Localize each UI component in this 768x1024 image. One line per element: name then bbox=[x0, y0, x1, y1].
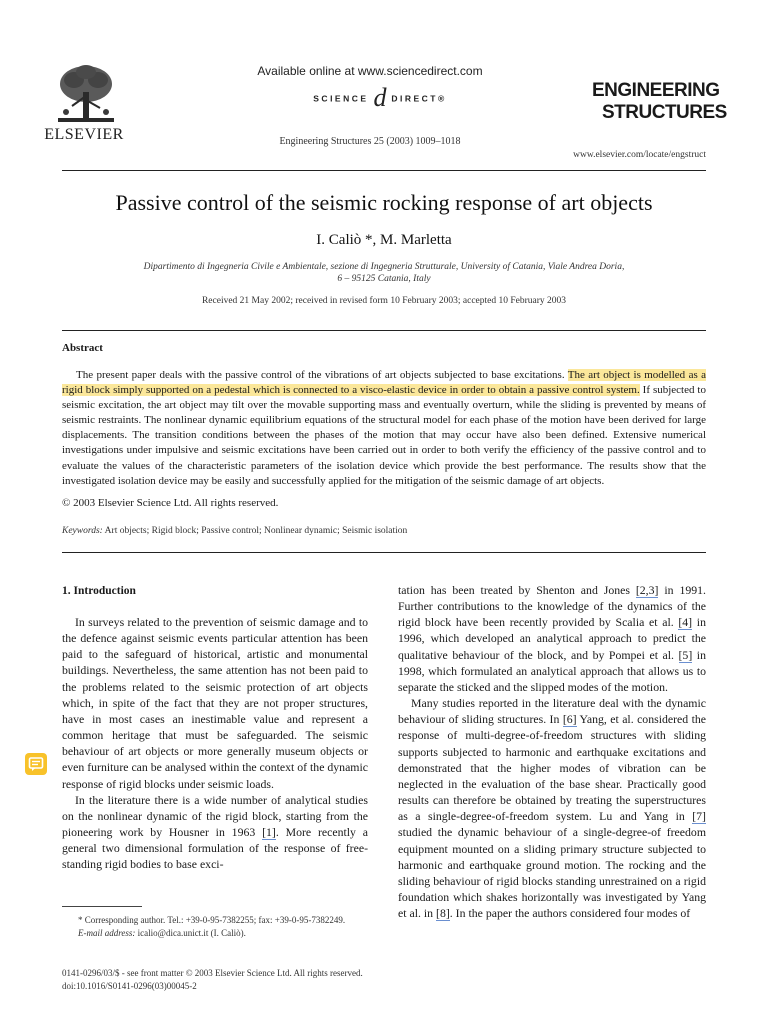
sciencedirect-logo bbox=[230, 84, 530, 114]
affiliation-line2: 6 – 95125 Catania, Italy bbox=[337, 274, 431, 284]
journal-citation: Engineering Structures 25 (2003) 1009–1018 bbox=[279, 136, 461, 147]
footnote-corresponding: * Corresponding author. Tel.: +39-0-95-7382255; fax: +39-0-95-7382249. bbox=[78, 915, 346, 925]
left-column bbox=[62, 614, 368, 873]
r1-text-c: in 1996, which developed an analytical approach to predict the qualitative behaviour of the block, and by Pompei et al. bbox=[398, 615, 706, 662]
abstract-bottom-divider bbox=[62, 552, 706, 553]
footnote-divider bbox=[62, 906, 142, 907]
received-dates: Received 21 May 2002; received in revised form 10 February 2003; accepted 10 February 2003 bbox=[201, 296, 567, 306]
email-label: E-mail address: bbox=[78, 927, 136, 938]
keywords-label: Keywords: bbox=[62, 526, 103, 536]
article-title: Passive control of the seismic rocking response of art objects bbox=[115, 190, 653, 215]
p2-text-a: In the literature there is a wide number of analytical studies on the nonlinear dynamic of the rigid block, starting from the pioneering work by Housner in 1963 bbox=[62, 792, 368, 840]
intro-paragraph-2 bbox=[62, 792, 368, 873]
reference-link[interactable]: [4] bbox=[678, 615, 693, 630]
publisher-name: ELSEVIER bbox=[44, 126, 124, 143]
reference-link[interactable]: [6] bbox=[562, 712, 577, 727]
reference-link[interactable]: [2,3] bbox=[635, 583, 659, 597]
email-address[interactable]: icalio@dica.unict.it (I. Caliò). bbox=[135, 927, 246, 938]
journal-logo bbox=[592, 80, 727, 124]
intro-paragraph-3 bbox=[398, 695, 706, 921]
reference-link[interactable]: [7] bbox=[692, 809, 706, 824]
header-divider bbox=[62, 170, 706, 171]
reference-link[interactable]: [8] bbox=[436, 906, 450, 921]
r1-text-a: tation has been treated by Shenton and Jones bbox=[398, 583, 636, 597]
sd-left: SCIENCE bbox=[313, 93, 369, 104]
footnote bbox=[62, 914, 368, 939]
r2-text-c: studied the dynamic behaviour of a single-degree-of freedom equipment mounted on a sliding primary structure subjected to harmonic and earthquake ground motion. The rocking and the sliding behaviour of rigid blocks standing unrestrained on a rigid foundation which shakes horizontally was investigated by Yang et al. in bbox=[398, 825, 706, 921]
journal-url-link[interactable]: www.elsevier.com/locate/engstruct bbox=[573, 150, 706, 160]
journal-logo-line2: STRUCTURES bbox=[602, 102, 727, 123]
author-affiliation bbox=[90, 261, 678, 285]
section-heading: 1. Introduction bbox=[62, 585, 136, 597]
reference-link[interactable]: [5] bbox=[678, 647, 693, 662]
article-authors: I. Caliò *, M. Marletta bbox=[316, 232, 452, 248]
intro-paragraph-2-cont bbox=[398, 582, 706, 695]
r1-text-d: in 1998, which formulated an analytical approach that allows us to separate the sticked and the slipped modes of the motion. bbox=[398, 647, 706, 694]
abstract-part1: The present paper deals with the passive control of the vibrations of art objects subjected to base excitations. bbox=[76, 369, 568, 381]
affiliation-line1: Dipartimento di Ingegneria Civile e Ambientale, sezione di Ingegneria Strutturale, University of Catania, Viale Andrea Doria, bbox=[143, 262, 625, 272]
reference-link[interactable]: [1] bbox=[262, 825, 276, 840]
elsevier-tree-icon bbox=[54, 62, 118, 126]
abstract-copyright: © 2003 Elsevier Science Ltd. All rights reserved. bbox=[62, 497, 279, 509]
r1-text-b: in 1991. Further contributions to the knowledge of the dynamics of the rigid block have been recently provided by Scalia et al. bbox=[398, 583, 706, 630]
available-online-text: Available online at www.sciencedirect.com bbox=[257, 64, 483, 78]
elsevier-logo bbox=[34, 62, 134, 144]
comment-note-icon[interactable] bbox=[25, 753, 47, 775]
r2-text-b: Yang, et al. considered the response of multi-degree-of-freedom structures with sliding supports subjected to harmonic and earthquake excitations and demonstrated that the higher modes of vibration can be neglected in the evaluation of the base shear. Practically good results can therefore be obtained by treating the superstructures as a single-degree-of-freedom system. Lu and Yang in bbox=[398, 712, 706, 824]
page-footer bbox=[62, 967, 363, 993]
keywords-list: Art objects; Rigid block; Passive control; Nonlinear dynamic; Seismic isolation bbox=[102, 526, 408, 536]
sd-right: DIRECT® bbox=[391, 93, 447, 104]
journal-logo-line1: ENGINEERING bbox=[592, 80, 720, 101]
p2-text-b: . More recently a general two dimensional formulation of the response of free-standing rigid bodies to base exci- bbox=[62, 825, 368, 872]
footer-doi: doi:10.1016/S0141-0296(03)00045-2 bbox=[62, 981, 197, 991]
right-column bbox=[398, 582, 706, 921]
abstract-heading: Abstract bbox=[62, 342, 103, 354]
r2-text-d: . In the paper the authors considered four modes of bbox=[449, 906, 691, 921]
abstract-highlight[interactable]: The art object is modelled as a rigid block simply supported on a pedestal which is connected to a visco-elastic device in order to obtain a passive control system. bbox=[62, 369, 707, 397]
intro-paragraph-1: In surveys related to the prevention of seismic damage and to the defence against seismic events particular attention has been paid to the safeguard of historical, artistic and monumental buildings. Nevertheless, the same attention has not been paid to the problems related to the seismic protection of art objects which, in spite of the fact that they are not proper structures, have in most cases an inestimable value and represent a common heritage that must be safeguarded. The seismic behaviour of art objects or more generally museum objects or even furniture can be analysed within the context of the dynamic response of rigid blocks under seismic loads. bbox=[62, 615, 368, 791]
sd-at: d bbox=[373, 83, 387, 112]
abstract-top-divider bbox=[62, 330, 706, 331]
footnote-email bbox=[62, 927, 368, 940]
abstract-part2: If subjected to seismic excitation, the art object may tilt over the movable supporting mass and eventually overturn, while the sliding is prevented by means of seismic restraints. The nonlinear dynamic equilibrium equations of the structural model for each phase of the motion have been derived for large displacements. The transition conditions between the phases of the motion that may occur have also been defined. Extensive numerical investigations under impulsive and seismic excitations have been carried out in order to both verify the efficiency of the passive control and to evaluate the values of the characteristic parameters of the isolation device which provide the best performance. The results show that the investigated isolation device may be easily and successfully applied for the mitigation of the seismic damage of art objects. bbox=[62, 384, 706, 487]
r2-text-a: Many studies reported in the literature deal with the dynamic behaviour of sliding structures. In bbox=[398, 696, 706, 727]
keywords bbox=[62, 526, 706, 536]
footer-issn: 0141-0296/03/$ - see front matter © 2003 Elsevier Science Ltd. All rights reserved. bbox=[62, 968, 363, 978]
abstract-body bbox=[62, 368, 706, 489]
